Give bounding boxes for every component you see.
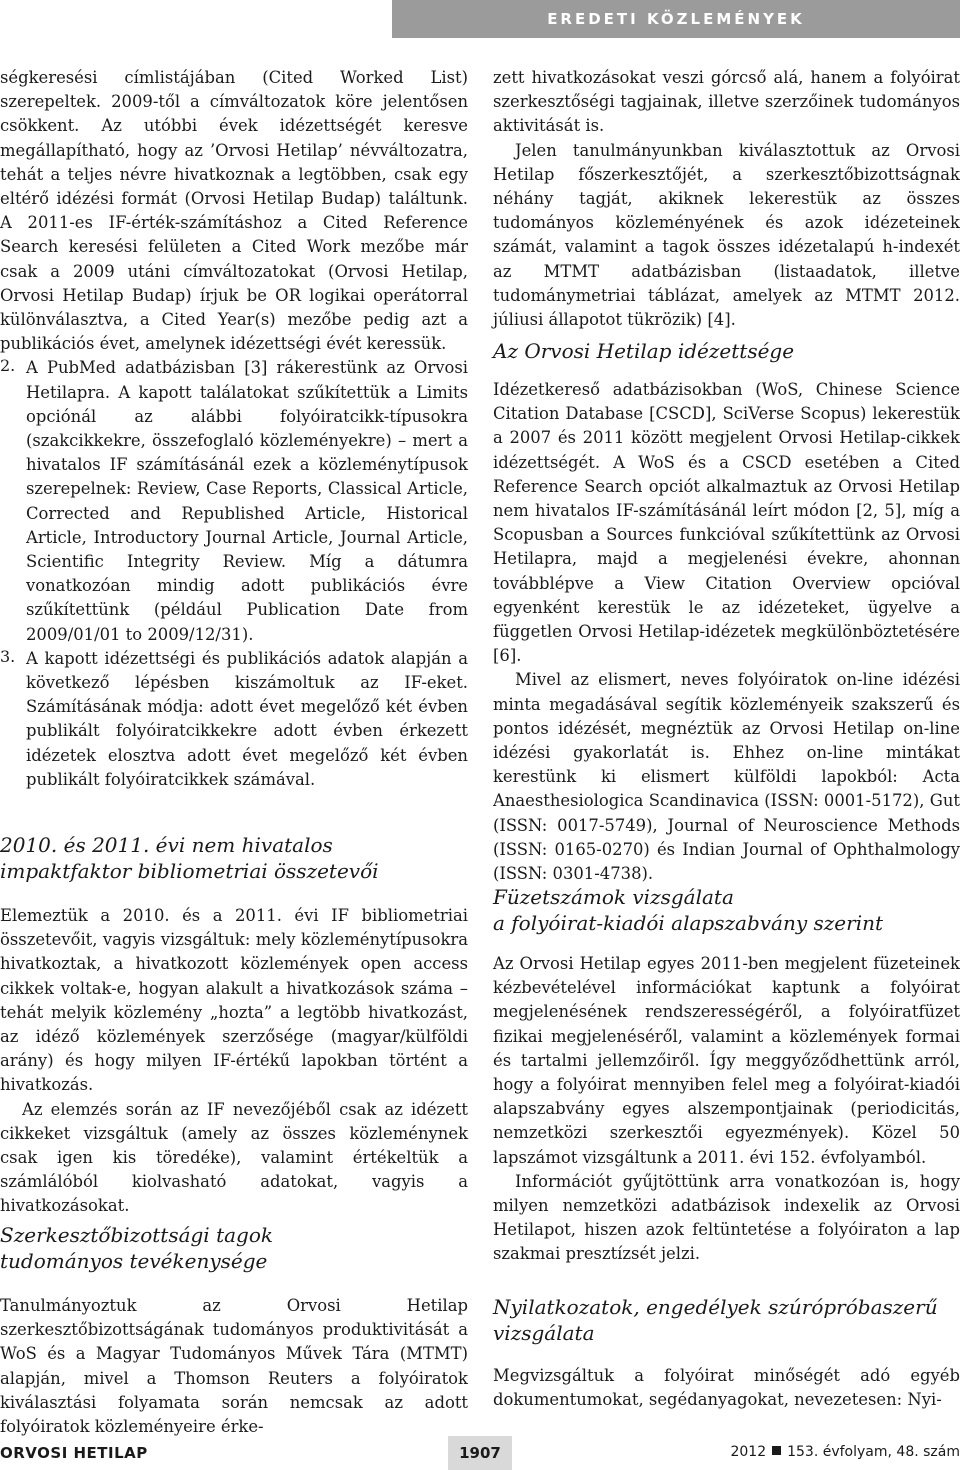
numbered-item-3 [0, 647, 468, 792]
right-paragraph-6: Információt gyűjtöttünk arra vonatkozóan is, hogy milyen nemzetközi adatbázisok indexelik az Orvosi Hetilapot, hiszen azok feltüntetése a folyóiraton a lap szakmai presztízsét jelzi. [493, 1171, 960, 1264]
heading-line: vizsgálata [493, 1321, 595, 1345]
heading-line: impaktfaktor bibliometriai összetevői [0, 859, 379, 883]
square-separator-icon [772, 1446, 781, 1455]
right-paragraph-5: Az Orvosi Hetilap egyes 2011-ben megjelent füzeteinek kézbevételével információkat kaptunk a folyóirat megjelenésének rendszerességéről, a folyóiratfüzet fizikai megjelenéséről, valamint a közlemények formai és tartalmi jellemzőiről. Így meggyőződhettünk arról, hogy a folyóirat mennyiben felel meg a folyóirat-kiadói alapszabvány egyes alszempontjainak (periodicitás, nemzetközi szerkesztői egyezmények). Közel 50 lapszámot vizsgáltunk a 2011. évi 152. évfolyamból. [493, 954, 960, 1167]
page-number: 1907 [448, 1436, 512, 1470]
left-paragraph-1: ségkeresési címlistájában (Cited Worked List) szerepeltek. 2009-től a címváltozatok köre jelentősen csökkent. Az utóbbi évek idézettségét keresve megállapítható, hogy az ’Orvosi Hetilap’ névváltozatra, tehát a teljes névre hivatkoznak a legtöbben, csak egy eltérő idézési formát (Orvosi Hetilap Budap) találtunk. A 2011-es IF-érték-számításhoz a Cited Reference Search keresési felületen a Cited Work mezőbe már csak a 2009 utáni címváltozatokat (Orvosi Hetilap, Orvosi Hetilap Budap) írjuk be OR logikai operátorral különválasztva, a Cited Year(s) mezőbe pedig azt a publikációs évet, amelynek idézettségi évét keressük. [0, 68, 468, 354]
right-paragraph-4: Mivel az elismert, neves folyóiratok on-line idézési minta megadásával segítik közleményeik szakszerű és pontos idézését, megnéztük az Orvosi Hetilap on-line idézési gyakorlatát is. Ehhez on-line mintákat kerestünk ki elismert külföldi lapokból: Acta Anaesthesiologica Scandinavica (ISSN: 0001-5172), Gut (ISSN: 0017-5749), Journal of Neuroscience Methods (ISSN: 0165-0270) és Indian Journal of Ophthalmology (ISSN: 0301-4738). [493, 670, 960, 884]
heading-line: 2010. és 2011. évi nem hivatalos [0, 833, 333, 857]
section-title: EREDETI KÖZLEMÉNYEK [547, 10, 805, 28]
journal-name: ORVOSI HETILAP [0, 1444, 148, 1462]
right-body-4 [493, 1364, 960, 1412]
section-header [392, 0, 960, 38]
item-number: 3. [0, 646, 16, 666]
right-column [493, 66, 960, 332]
item-number: 2. [0, 356, 16, 376]
section-heading-impact-factor [0, 832, 468, 884]
heading-line: a folyóirat-kiadói alapszabvány szerint [493, 911, 884, 935]
heading-line: Az Orvosi Hetilap idézettsége [493, 339, 795, 363]
left-paragraph-2: Elemeztük a 2010. és a 2011. évi IF bibliometriai összetevőit, vagyis vizsgáltuk: mely közleménytípusokra hivatkoztak, a hivatkozott közlemények open access cikkek voltak-e, hogyan alakult a hivatkozások száma – tehát melyik közlemény „hozta” a legtöbb hivatkozást, az idéző közlemények szerzősége (magyar/külföldi arány) és hogy milyen IF-értékű lapokban történt a hivatkozás. [0, 906, 468, 1095]
section-heading-issue-numbers [493, 884, 960, 936]
left-column [0, 66, 468, 792]
heading-line: tudományos tevékenysége [0, 1249, 268, 1273]
heading-line: Nyilatkozatok, engedélyek szúrópróbaszerű [493, 1295, 938, 1319]
heading-line: Szerkesztőbizottsági tagok [0, 1223, 273, 1247]
item-text: A kapott idézettségi és publikációs adatok alapján a következő lépésben kiszámoltuk az IF-eket. Számításának módja: adott évet megelőző két évben publikált folyóiratcikkekre adott évben érkezett idézetek elosztva adott évet megelőző két évben publikált folyóiratcikkek számával. [26, 648, 468, 789]
right-paragraph-7: Megvizsgáltuk a folyóirat minőségét adó egyéb dokumentumokat, segédanyagokat, nevezetesen: Nyi- [493, 1366, 960, 1410]
right-paragraph-2: Jelen tanulmányunkban kiválasztottuk az Orvosi Hetilap főszerkesztőjét, a szerkesztőbizottságnak néhány tagját, akiknek lekerestük az összes tudományos közleményének és azok idézeteinek számát, valamint a tagok összes idézetalapú h-indexét az MTMT adatbázisban (listaadatok, illetve tudománymetriai táblázat, amelyek az MTMT 2012. júliusi állapotot tükrözik) [4]. [493, 140, 960, 330]
left-body-3 [0, 1294, 468, 1439]
issue-info [730, 1444, 960, 1460]
right-paragraph-3: Idézetkereső adatbázisokban (WoS, Chinese Science Citation Database [CSCD], SciVerse Scopus) lekerestük a 2007 és 2011 között megjelent Orvosi Hetilap-cikkek idézettségét. A WoS és a CSCD esetében a Cited Reference Search opciót alkalmaztuk az Orvosi Hetilap nem hivatalos IF-számításánál leírt módon [2, 5], míg a Scopusban a Sources funkcióval szűkítettünk az Orvosi Hetilapra, majd a megjelenési évekre, ahonnan továbblépve a View Citation Overview opcióval egyenként kerestük le az idézeteket, ügyelve a független Orvosi Hetilap-idézetek megkülönböztetésére [6]. [493, 380, 960, 666]
item-text: A PubMed adatbázisban [3] rákerestünk az Orvosi Hetilapra. A kapott találatokat szűkítettük a Limits opciónál az alábbi folyóiratcikk-típusokra (szakcikkekre, összefoglaló közleményekre) – mert a hivatalos IF számításánál ezek a közleménytípusok szerepelnek: Review, Case Reports, Classical Article, Corrected and Republished Article, Historical Article, Introductory Journal Article, Journal Article, Scientific Integrity Review. Míg a dátumra vonatkozóan mindig adott publikációs évre szűkítettünk (például Publication Date from 2009/01/01 to 2009/12/31). [26, 358, 468, 644]
issue-year: 2012 [730, 1444, 767, 1460]
numbered-item-2 [0, 356, 468, 646]
issue-volume: 153. évfolyam, 48. szám [787, 1444, 960, 1460]
right-body-3 [493, 952, 960, 1267]
section-heading-declarations [493, 1294, 960, 1346]
page-footer [0, 1436, 960, 1470]
section-heading-citations [493, 338, 960, 364]
left-paragraph-3: Az elemzés során az IF nevezőjéből csak az idézett cikkeket vizsgáltuk (amely az összes közleménynek csak igen kis töredéke), valamint értékeltük a számlálóból kiolvasható adatokat, vagyis a hivatkozásokat. [0, 1099, 468, 1216]
right-paragraph-1: zett hivatkozásokat veszi górcső alá, hanem a folyóirat szerkesztőségi tagjainak, illetve szerzőinek tudományos aktivitását is. [493, 68, 960, 136]
left-paragraph-4: Tanulmányoztuk az Orvosi Hetilap szerkesztőbizottságának tudományos produktivitását a WoS és a Magyar Tudományos Művek Tára (MTMT) alapján, mivel a Thomson Reuters a folyóiratok kiválasztási folyamata során nemcsak az adott folyóiratok közleményeire érke- [0, 1296, 468, 1437]
right-body-2 [493, 378, 960, 886]
left-body-2 [0, 904, 468, 1219]
section-heading-editorial-board [0, 1222, 468, 1274]
heading-line: Füzetszámok vizsgálata [493, 885, 734, 909]
